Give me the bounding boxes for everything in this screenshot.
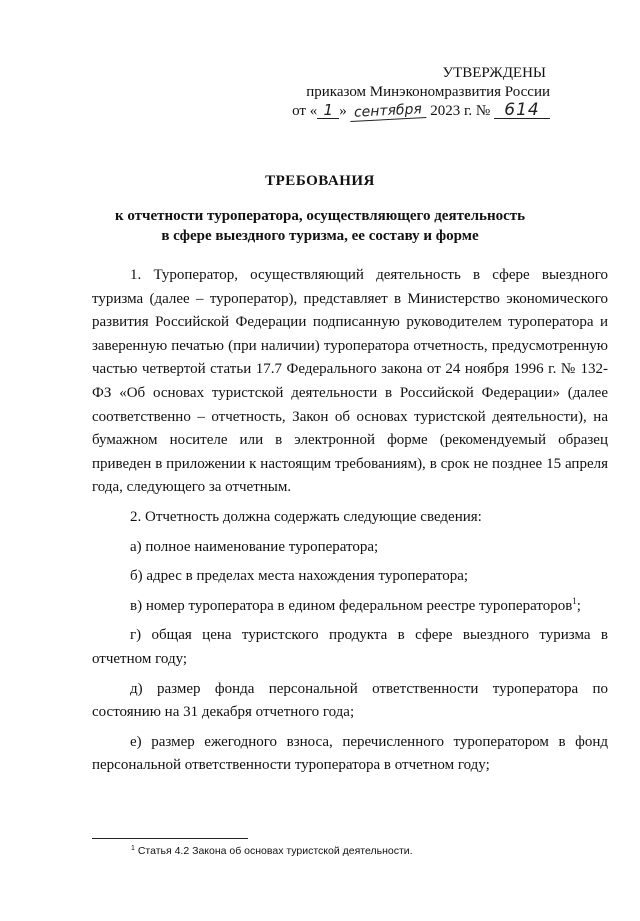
item-f: е) размер ежегодного взноса, перечисленного туроператором в фонд персональной ответственности туроператора в отчетном году; [92,733,608,774]
approval-order-line: приказом Минэкономразвития России [306,84,550,100]
document-title: ТРЕБОВАНИЯ [265,173,375,189]
handwritten-day: 1 [317,103,339,119]
paragraph-1: 1. Туроператор, осуществляющий деятельность в сфере выездного туризма (далее – туроператор), представляет в Министерство экономического развития Российской Федерации подписанную руководителем туроператора и заверенную печатью (при наличии) туроператора отчетность, предусмотренную частью четвертой статьи 17.7 Федерального закона от 24 ноября 1996 г. № 132-ФЗ «Об основах туристской деятельности в Российской Федерации» (далее соответственно – отчетность, Закон об основах туристской деятельности), на бумажном носителе или в электронной форме (рекомендуемый образец приведен в приложении к настоящим требованиям), в срок не позднее 15 апреля года, следующего за отчетным. [92,267,608,496]
subtitle-line-1: к отчетности туроператора, осуществляющего деятельность [114,208,526,224]
document-body [92,264,608,784]
handwritten-month: сентября [350,102,427,122]
footnote-divider [92,838,248,839]
paragraph-2: 2. Отчетность должна содержать следующие сведения: [130,508,482,525]
handwritten-order-number: 614 [494,103,550,119]
item-c-end: ; [576,597,581,614]
document-subtitle [0,206,640,246]
item-b: б) адрес в пределах места нахождения туроператора; [130,568,469,585]
approval-date-line [292,102,550,121]
item-d: г) общая цена туристского продукта в сфере выездного туризма в отчетном году; [92,627,608,667]
year-suffix: 2023 г. № [430,103,491,119]
subtitle-line-2: в сфере выездного туризма, ее составу и форме [161,228,479,244]
approval-stamp [292,64,550,121]
item-c-text: в) номер туроператора в едином федеральном реестре туроператоров [130,597,573,614]
footnote-text: Статья 4.2 Закона об основах туристской деятельности. [134,845,413,857]
date-mid: » [339,103,347,119]
item-e: д) размер фонда персональной ответственности туроператора по состоянию на 31 декабря отчетного года; [92,680,608,721]
item-a: а) полное наименование туроператора; [130,538,379,555]
footnote-mark: 1 [131,845,135,852]
approval-title: УТВЕРЖДЕНЫ [442,65,546,81]
date-prefix: от « [292,103,318,119]
footnote-reference: 1 [572,595,577,606]
footnote [131,845,413,857]
item-c [92,595,608,619]
